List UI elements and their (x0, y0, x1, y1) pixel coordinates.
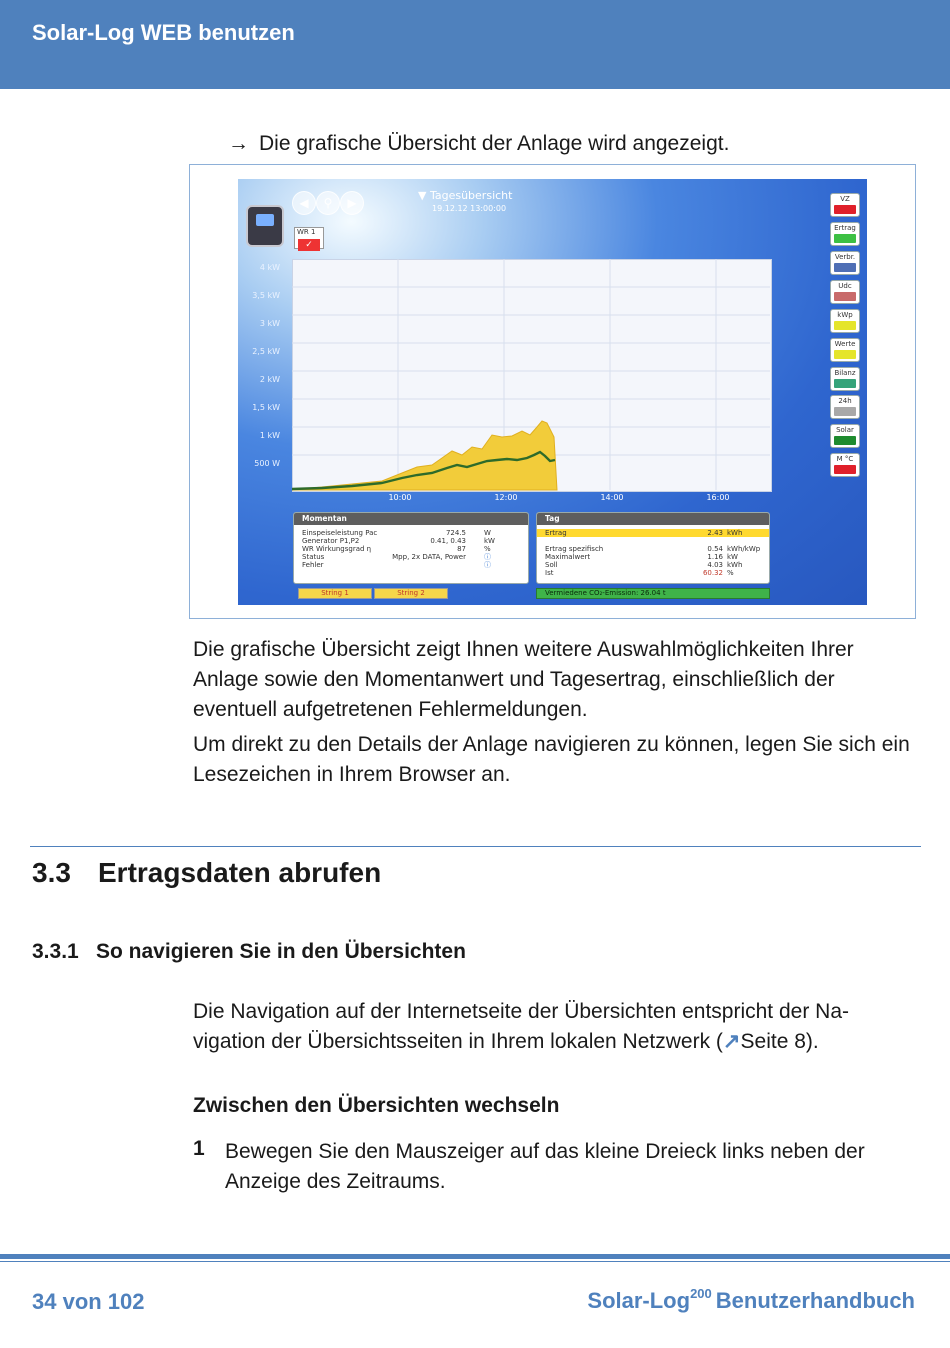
subsection-heading (32, 940, 466, 964)
side-button-swatch (834, 379, 856, 388)
side-button-werte[interactable] (830, 338, 860, 362)
side-button-label: VZ (840, 195, 850, 203)
momentan-row (294, 529, 528, 537)
co2-bar: Vermiedene CO₂-Emission: 26.04 t (536, 588, 770, 599)
momentan-title: Momentan (294, 513, 528, 525)
row-value: 2.43 (707, 529, 723, 537)
side-button-swatch (834, 292, 856, 301)
y-tick: 500 W (254, 459, 280, 468)
row-label: Soll (545, 561, 558, 569)
row-unit: kWh (727, 529, 743, 537)
period-selector[interactable]: ▼ Tagesübersicht 19.12.12 13:00:00 (418, 189, 513, 213)
row-unit: kWh (727, 561, 743, 569)
intro-result-line (228, 132, 729, 156)
row-label: Generator P1,P2 (302, 537, 360, 545)
row-label: Ertrag (545, 529, 567, 537)
row-value: 724.5 (445, 529, 466, 537)
side-button-label: Werte (834, 340, 856, 348)
checkmark-icon: ✓ (298, 239, 320, 251)
side-button-solar[interactable] (830, 424, 860, 448)
side-button-verbr[interactable] (830, 251, 860, 275)
intro-text: Die grafische Übersicht der Anlage wird angezeigt. (259, 132, 730, 155)
side-button-swatch (834, 465, 856, 474)
tag-row (537, 537, 769, 545)
side-button-bilanz[interactable] (830, 367, 860, 391)
row-value: 1.16 (707, 553, 723, 561)
row-label: Einspeiseleistung Pac (302, 529, 378, 537)
solarlog-device-icon (246, 205, 284, 247)
row-value: Mpp, 2x DATA, Power (392, 553, 466, 561)
string-1-button[interactable]: String 1 (298, 588, 372, 599)
tag-row (537, 545, 769, 553)
row-value: 4.03 (707, 561, 723, 569)
y-tick: 1 kW (259, 431, 280, 440)
tag-row (537, 569, 769, 577)
x-tick: 14:00 (600, 493, 624, 502)
row-unit: % (484, 545, 491, 553)
footer-rule (0, 1254, 950, 1259)
side-button-label: kWp (837, 311, 853, 319)
period-label: Tagesübersicht (429, 189, 513, 202)
chart-svg (292, 259, 772, 492)
inverter-badge[interactable]: WR 1 (294, 227, 324, 249)
row-label: Ist (545, 569, 554, 577)
side-button-swatch (834, 407, 856, 416)
tag-row-highlight (537, 529, 769, 537)
x-tick: 12:00 (494, 493, 518, 502)
nav-forward-icon[interactable]: ▶ (340, 191, 364, 215)
row-unit: kW (727, 553, 738, 561)
side-button-24h[interactable] (830, 395, 860, 419)
momentan-row (294, 545, 528, 553)
momentan-row (294, 553, 528, 561)
y-tick: 3 kW (259, 319, 280, 328)
side-button-kwp[interactable] (830, 309, 860, 333)
momentan-row (294, 537, 528, 545)
product-suffix: Benutzerhandbuch (715, 1288, 915, 1313)
side-button-label: Ertrag (834, 224, 856, 232)
y-tick: 2,5 kW (252, 347, 280, 356)
paragraph-overview: Die grafische Übersicht zeigt Ihnen weitere Auswahlmöglichkeiten Ihrer Anlage sowie den Momentanwert und Tagesertrag, einschließlich der eventuell aufgetretenen Fehlermeldungen. (193, 638, 854, 721)
side-button-swatch (834, 350, 856, 359)
footer-product (587, 1286, 915, 1314)
tag-panel (536, 512, 770, 584)
tag-row (537, 553, 769, 561)
subsection-title: So navigieren Sie in den Übersichten (96, 940, 466, 963)
side-button-swatch (834, 321, 856, 330)
momentan-panel (293, 512, 529, 584)
search-icon[interactable]: ⚲ (316, 191, 340, 215)
paragraph-bookmark: Um direkt zu den Details der Anlage navigieren zu können, legen Sie sich ein Lesezeichen in Ihrem Browser an. (193, 733, 910, 786)
row-unit: kW (484, 537, 495, 545)
y-tick: 1,5 kW (252, 403, 280, 412)
header-title: Solar-Log WEB benutzen (32, 20, 295, 45)
side-button-swatch (834, 205, 856, 214)
side-button-swatch (834, 263, 856, 272)
solarlog-screenshot (238, 179, 867, 605)
step-text: Bewegen Sie den Mauszeiger auf das kleine Dreieck links neben der Anzeige des Zeitraums. (225, 1140, 865, 1193)
period-datetime: 19.12.12 13:00:00 (432, 204, 507, 213)
paragraph-navigation (193, 997, 918, 1057)
x-tick: 16:00 (706, 493, 730, 502)
string-2-button[interactable]: String 2 (374, 588, 448, 599)
step-number: 1 (193, 1137, 205, 1160)
side-button-swatch (834, 234, 856, 243)
section-number: 3.3 (32, 857, 71, 888)
row-value: 60.32 (702, 569, 723, 577)
row-unit: W (484, 529, 491, 537)
info-icon[interactable]: ⓘ (484, 561, 491, 569)
y-tick: 2 kW (259, 375, 280, 384)
product-model: 200 (690, 1286, 712, 1301)
side-button-label: Udc (838, 282, 852, 290)
section-title: Ertragsdaten abrufen (98, 857, 382, 888)
side-button-temperature[interactable] (830, 453, 860, 477)
side-button-ertrag[interactable] (830, 222, 860, 246)
section-rule (30, 846, 921, 847)
nav-text-after: ). (805, 1030, 819, 1053)
row-label: Fehler (302, 561, 324, 569)
row-value: 0.54 (707, 545, 723, 553)
side-button-label: M °C (836, 455, 854, 463)
page-number: 34 von 102 (32, 1289, 145, 1314)
subsection-number: 3.3.1 (32, 940, 79, 963)
row-label: Maximalwert (545, 553, 591, 561)
nav-back-icon[interactable]: ◀ (292, 191, 316, 215)
nav-text-before: Die Navigation auf der Internetseite der Übersichten entspricht der Na-vigation der Übersichtsseiten in Ihrem lokalen Netzwerk ( (193, 1000, 850, 1053)
side-button-swatch (834, 436, 856, 445)
side-button-vz[interactable] (830, 193, 860, 217)
section-heading (32, 857, 381, 889)
side-button-label: Bilanz (834, 369, 856, 377)
y-tick: 4 kW (259, 263, 280, 272)
page-link[interactable]: Seite 8 (740, 1030, 806, 1053)
tag-title: Tag (537, 513, 769, 525)
tag-row (537, 561, 769, 569)
product-name: Solar-Log (587, 1288, 691, 1313)
subheading-switch: Zwischen den Übersichten wechseln (193, 1094, 560, 1117)
side-button-label: Solar (836, 426, 854, 434)
row-value: 87 (457, 545, 466, 553)
row-label: WR Wirkungsgrad η (302, 545, 372, 553)
row-unit: % (727, 569, 734, 577)
row-label: Status (302, 553, 325, 561)
row-label: Ertrag spezifisch (545, 545, 604, 553)
x-tick: 10:00 (388, 493, 412, 502)
y-tick: 3,5 kW (252, 291, 280, 300)
momentan-row (294, 561, 528, 569)
row-unit: kWh/kWp (727, 545, 761, 553)
link-arrow-icon[interactable]: ↗ (722, 1030, 741, 1053)
side-button-label: 24h (838, 397, 852, 405)
side-button-udc[interactable] (830, 280, 860, 304)
row-value: 0.41, 0.43 (430, 537, 466, 545)
arrow-right-icon: → (228, 132, 249, 155)
side-button-label: Verbr. (834, 253, 856, 261)
footer-rule-thin (0, 1261, 950, 1262)
info-icon[interactable]: ⓘ (484, 553, 491, 561)
